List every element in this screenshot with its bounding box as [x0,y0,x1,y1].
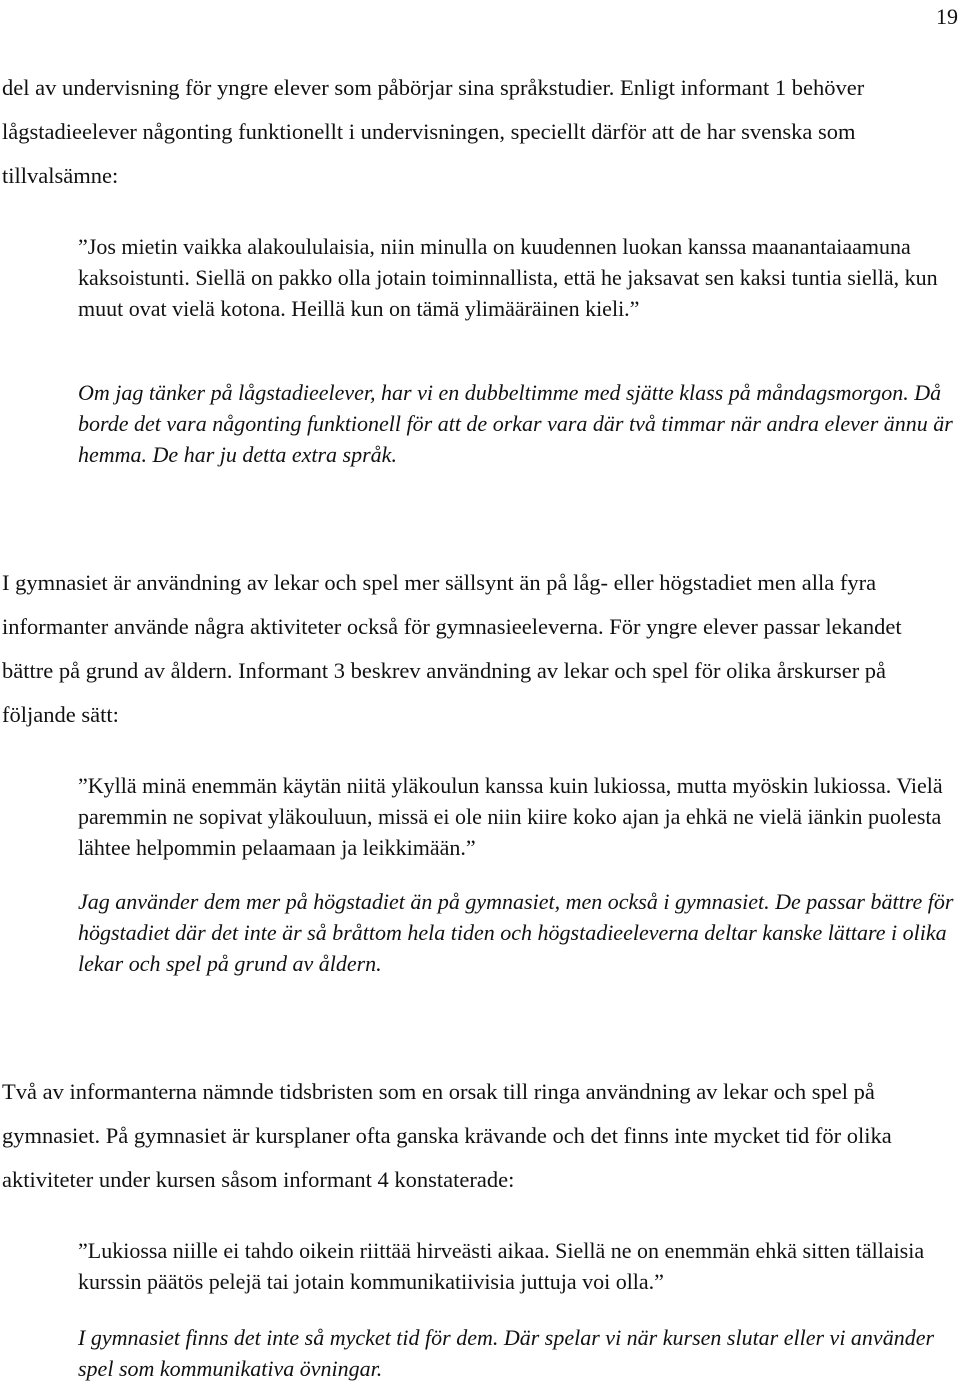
page-number: 19 [936,4,958,29]
quote-1-finnish: ”Jos mietin vaikka alakoululaisia, niin minulla on kuudennen luokan kanssa maanantaiaamuna kaksoistunti. Siellä on pakko olla jotain toiminnallista, että he jaksavat sen kaksi tuntia siellä, kun muut ovat vielä kotona. Heillä kun on tämä ylimääräinen kieli.” [78,234,938,321]
body-paragraph-1: del av undervisning för yngre elever som påbörjar sina språkstudier. Enligt informant 1 behöver lågstadieelever någonting funktionellt i undervisningen, speciellt därför att de har svenska som tillvalsämne: [2,75,865,188]
quote-2-swedish-translation: Jag använder dem mer på högstadiet än på gymnasiet, men också i gymnasiet. De passar bättre för högstadiet där det inte är så bråttom hela tiden och högstadieeleverna deltar kanske lättare i olika lekar och spel på grund av åldern. [78,889,954,976]
quote-2-finnish: ”Kyllä minä enemmän käytän niitä yläkoulun kanssa kuin lukiossa, mutta myöskin lukiossa. Vielä paremmin ne sopivat yläkouluun, missä ei ole niin kiire koko ajan ja ehkä ne vielä iänkin puolesta lähtee helpommin pelaamaan ja leikkimään.” [78,773,943,860]
body-paragraph-2: I gymnasiet är användning av lekar och spel mer sällsynt än på låg- eller högstadiet men alla fyra informanter använde några aktiviteter också för gymnasieeleverna. För yngre elever passar lekandet bättre på grund av åldern. Informant 3 beskrev användning av lekar och spel för olika årskurser på följande sätt: [2,570,902,727]
quote-1-swedish-translation: Om jag tänker på lågstadieelever, har vi en dubbeltimme med sjätte klass på måndagsmorgon. Då borde det vara någonting funktionell för att de orkar vara där två timmar när andra elever ännu är hemma. De har ju detta extra språk. [78,380,953,467]
quote-3-finnish: ”Lukiossa niille ei tahdo oikein riittää hirveästi aikaa. Siellä ne on enemmän ehkä sitten tällaisia kurssin päätös pelejä tai jotain kommunikatiivisia juttuja voi olla.” [78,1238,925,1294]
quote-3-swedish-translation: I gymnasiet finns det inte så mycket tid för dem. Där spelar vi när kursen slutar eller vi använder spel som kommunikativa övningar. [78,1325,935,1381]
body-paragraph-3: Två av informanterna nämnde tidsbristen som en orsak till ringa användning av lekar och spel på gymnasiet. På gymnasiet är kursplaner ofta ganska krävande och det finns inte mycket tid för olika aktiviteter under kursen såsom informant 4 konstaterade: [2,1079,892,1192]
